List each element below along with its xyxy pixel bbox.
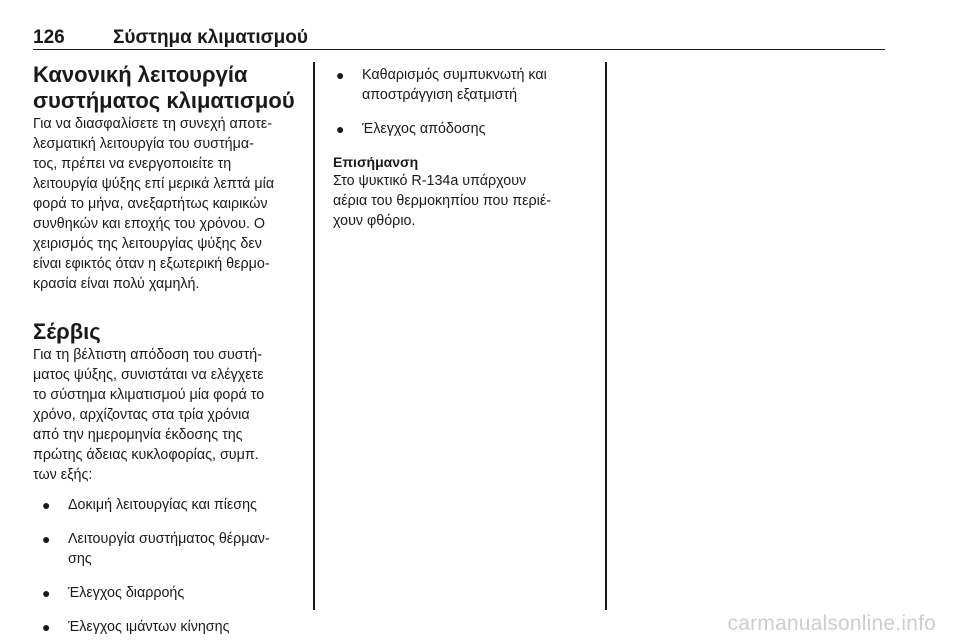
text-line: χειρισμός της λειτουργίας ψύξης δεν: [33, 236, 262, 252]
bullet-icon: ●: [42, 619, 51, 635]
text-line: Για τη βέλτιστη απόδοση του συστή-: [33, 347, 262, 363]
text-line: πρώτης άδειας κυκλοφορίας, συμπ.: [33, 447, 259, 463]
list-item-text: Καθαρισμός συμπυκνωτή και: [362, 67, 547, 83]
bullet-icon: ●: [336, 121, 345, 137]
column-divider-right: [605, 62, 607, 610]
bullet-icon: ●: [336, 67, 345, 83]
text-line: συνθηκών και εποχής του χρόνου. Ο: [33, 216, 266, 232]
text-line: φορά το μήνα, ανεξαρτήτως καιρικών: [33, 196, 268, 212]
bullet-icon: ●: [42, 497, 51, 513]
heading-line: Κανονική λειτουργία: [33, 62, 248, 87]
column-left: [33, 62, 305, 637]
text-line: των εξής:: [33, 467, 93, 483]
text-line: κρασία είναι πολύ χαμηλή.: [33, 276, 200, 292]
list-item: [33, 495, 305, 515]
list-item-text: Δοκιμή λειτουργίας και πίεσης: [68, 497, 257, 513]
text-line: από την ημερομηνία έκδοσης της: [33, 427, 243, 443]
list-item: [333, 119, 595, 139]
text-line: Στο ψυκτικό R-134a υπάρχουν: [333, 173, 527, 189]
watermark: carmanualsonline.info: [727, 612, 936, 635]
page-title: Σύστημα κλιματισμού: [113, 27, 308, 48]
column-divider-left: [313, 62, 315, 610]
text-line: Για να διασφαλίσετε τη συνεχή αποτε-: [33, 116, 272, 132]
service-checklist: [33, 495, 305, 637]
heading-line: συστήματος κλιματισμού: [33, 88, 295, 113]
list-item: [33, 617, 305, 637]
service-checklist-continued: [333, 65, 595, 139]
service-paragraph: [33, 345, 305, 485]
list-item-text: Έλεγχος διαρροής: [68, 585, 185, 601]
text-line: χουν φθόριο.: [333, 213, 416, 229]
list-item-text: σης: [68, 551, 92, 567]
column-middle: [333, 62, 595, 231]
list-item: [333, 65, 595, 105]
text-line: αέρια του θερμοκηπίου που περιέ-: [333, 193, 551, 209]
list-item-text: Έλεγχος ιμάντων κίνησης: [68, 619, 230, 635]
list-item: [33, 529, 305, 569]
text-line: τος, πρέπει να ενεργοποιείτε τη: [33, 156, 232, 172]
text-line: ματος ψύξης, συνιστάται να ελέγχετε: [33, 367, 264, 383]
page-number: 126: [33, 27, 65, 48]
bullet-icon: ●: [42, 531, 51, 547]
list-item: [33, 583, 305, 603]
text-line: λειτουργία ψύξης επί μερικά λεπτά μία: [33, 176, 275, 192]
bullet-icon: ●: [42, 585, 51, 601]
notice-title: Επισήμανση: [333, 154, 419, 170]
section-heading-normal-operation: [33, 62, 305, 114]
text-line: λεσματική λειτουργία του συστήμα-: [33, 136, 254, 152]
text-line: είναι εφικτός όταν η εξωτερική θερμο-: [33, 256, 270, 272]
notice-text: [333, 171, 595, 231]
section-heading-service: Σέρβις: [33, 319, 101, 344]
text-line: το σύστημα κλιματισμού μία φορά το: [33, 387, 265, 403]
list-item-text: Έλεγχος απόδοσης: [362, 121, 486, 137]
page-header: [33, 27, 885, 50]
list-item-text: αποστράγγιση εξατμιστή: [362, 87, 518, 103]
text-line: χρόνο, αρχίζοντας στα τρία χρόνια: [33, 407, 250, 423]
normal-operation-paragraph: [33, 114, 305, 294]
list-item-text: Λειτουργία συστήματος θέρμαν-: [68, 531, 270, 547]
